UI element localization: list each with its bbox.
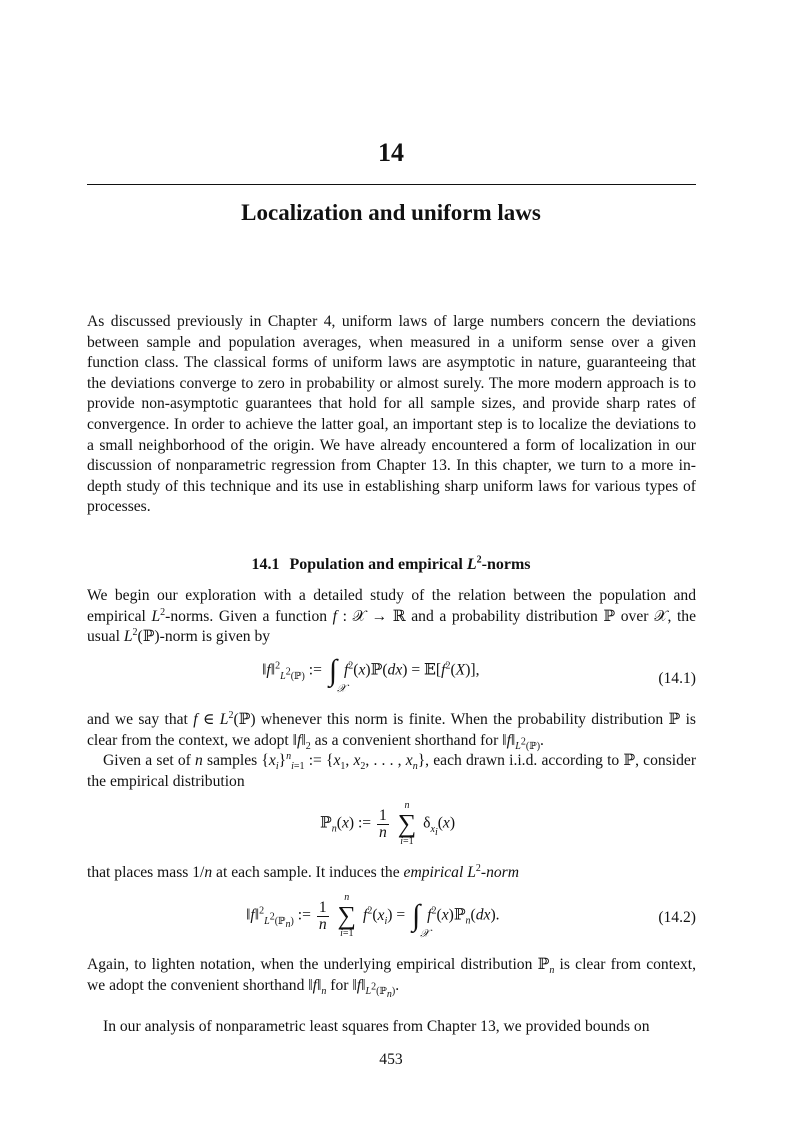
- page-number: 453: [379, 1051, 403, 1068]
- equation-14-1: ‖f‖$^2_{L^2(ℙ)}$ := ∫ 𝒳 $f^2(x)ℙ(dx)$ = $𝔼[f^2(X)]$,: [262, 654, 480, 695]
- section-paragraph-1: We begin our exploration with a detailed study of the relation between the population and empirical $L^2$-norms. Given a function f : 𝒳 → ℝ and a probability distribution ℙ over 𝒳, the usual $L^2(ℙ)$-norm is given by: [87, 587, 696, 646]
- equation-14-1-label: (14.1): [658, 670, 696, 687]
- section-number: 14.1: [251, 556, 280, 573]
- section-title-math: L: [466, 556, 477, 573]
- equation-14-2-label: (14.2): [658, 909, 696, 926]
- section-title-suffix: -norms: [481, 556, 531, 573]
- intro-paragraph: [87, 312, 696, 518]
- section-title-prefix: Population and empirical: [289, 556, 467, 573]
- section-heading: [0, 556, 782, 574]
- section-paragraph-2: and we say that f ∈ $L^2(ℙ)$ whenever this norm is finite. When the probability distribution ℙ is clear from the context, we adopt $‖f‖_2$ as a convenient shorthand for $‖f‖_{L^2(ℙ)}$. Given a set of n samples $\{x_i\}^n_{i=1}$ := {$x_1$, $x_2$, . . . , $x_n$}, each drawn i.i.d. according to ℙ, consider the empirical distribution: [87, 709, 697, 790]
- equation-empirical-distribution: ℙ$_n$(x) := $\frac{1}{n}$ n ∑ i=1 $\delta_{x_i}(x)$: [320, 800, 456, 847]
- section-paragraph-4: Again, to lighten notation, when the underlying empirical distribution ℙ$_n$ is clear from context, we adopt the convenient shorthand $‖f‖_n$ for $‖f‖_{L^2(ℙ_n)}$.: [87, 956, 696, 1000]
- closing-text: In our analysis of nonparametric least squares from Chapter 13, we provided bounds on: [103, 1018, 650, 1035]
- chapter-number: 14: [378, 138, 404, 167]
- intro-text: As discussed previously in Chapter 4, uniform laws of large numbers concern the deviations between sample and population averages, when measured in a uniform sense over a given function class. The classical forms of uniform laws are asymptotic in nature, guaranteeing that the deviations converge to zero in probability or almost surely. The more modern approach is to provide non-asymptotic guarantees that hold for all sample sizes, and provide sharp rates of convergence. In order to achieve the latter goal, an important step is to localize the deviations to a small neighborhood of the origin. We have already encountered a form of localization in our discussion of nonparametric regression from Chapter 13. In this chapter, we turn to a more in-depth study of this technique and its use in establishing sharp uniform laws for various types of processes.: [87, 313, 696, 516]
- section-title-sup: 2: [476, 554, 482, 566]
- chapter-rule: [87, 184, 696, 185]
- section-paragraph-3: that places mass 1/n at each sample. It induces the empirical $L^2$-norm: [87, 862, 520, 881]
- section-paragraph-5: [87, 1017, 696, 1038]
- equation-14-2: ‖f‖$^2_{L^2(ℙ_n)}$ := $\frac{1}{n}$ n ∑ i=1 $f^2(x_i)$ = ∫ 𝒳 $f^2(x)ℙ_n(dx)$.: [246, 892, 500, 940]
- chapter-title: Localization and uniform laws: [241, 200, 541, 225]
